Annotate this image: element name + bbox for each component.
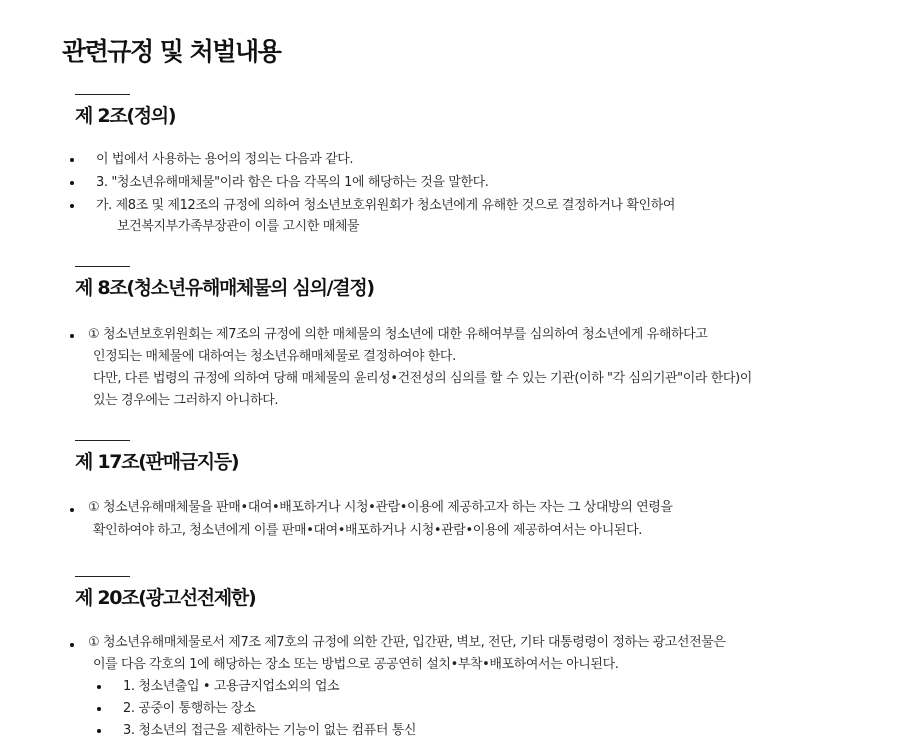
item-text-continued: 다만, 다른 법령의 규정에 의하여 당해 매체물의 윤리성•건전성의 심의를 할 수 있는 기관(이하 "각 심의기관"이라 한다)이 bbox=[93, 371, 752, 386]
page-title: 관련규정 및 처벌내용 bbox=[62, 37, 281, 66]
section-divider bbox=[75, 440, 130, 441]
bullet-icon bbox=[97, 729, 101, 733]
bullet-icon bbox=[97, 707, 101, 711]
bullet-icon bbox=[70, 508, 74, 512]
item-text: 가. 제8조 및 제12조의 규정에 의하여 청소년보호위원회가 청소년에게 유해한 것으로 결정하거나 확인하여 bbox=[96, 198, 676, 213]
article-title: 제 2조(정의) bbox=[75, 105, 176, 127]
item-text: 3. "청소년유해매체물"이라 함은 다음 각목의 1에 해당하는 것을 말한다. bbox=[96, 175, 489, 190]
item-text: ① 청소년유해매체물을 판매•대여•배포하거나 시청•관람•이용에 제공하고자 하는 자는 그 상대방의 연령을 bbox=[88, 500, 673, 515]
item-text-continued: 보건복지부가족부장관이 이를 고시한 매체물 bbox=[117, 219, 360, 234]
item-text-continued: 확인하여야 하고, 청소년에게 이를 판매•대여•배포하거나 시청•관람•이용에 제공하여서는 아니된다. bbox=[93, 523, 642, 538]
section-divider bbox=[75, 266, 130, 267]
section-divider bbox=[75, 576, 130, 577]
item-text-continued: 인정되는 매체물에 대하여는 청소년유해매체물로 결정하여야 한다. bbox=[93, 349, 456, 364]
bullet-icon bbox=[70, 204, 74, 208]
item-text: ① 청소년유해매체물로서 제7조 제7호의 규정에 의한 간판, 입간판, 벽보, 전단, 기타 대통령령이 정하는 광고선전물은 bbox=[88, 635, 726, 650]
sub-item-text: 1. 청소년출입 • 고용금지업소외의 업소 bbox=[123, 679, 340, 694]
item-text-continued: 있는 경우에는 그러하지 아니하다. bbox=[93, 393, 279, 408]
bullet-icon bbox=[70, 181, 74, 185]
bullet-icon bbox=[70, 334, 74, 338]
article-title: 제 17조(판매금지등) bbox=[75, 451, 239, 473]
bullet-icon bbox=[70, 158, 74, 162]
item-text: ① 청소년보호위원회는 제7조의 규정에 의한 매체물의 청소년에 대한 유해여부를 심의하여 청소년에게 유해하다고 bbox=[88, 327, 708, 342]
section-divider bbox=[75, 94, 130, 95]
article-title: 제 20조(광고선전제한) bbox=[75, 587, 256, 609]
item-text-continued: 이를 다음 각호의 1에 해당하는 장소 또는 방법으로 공공연히 설치•부착•배포하여서는 아니된다. bbox=[93, 657, 619, 672]
sub-item-text: 3. 청소년의 접근을 제한하는 기능이 없는 컴퓨터 통신 bbox=[123, 723, 417, 738]
bullet-icon bbox=[97, 685, 101, 689]
bullet-icon bbox=[70, 643, 74, 647]
sub-item-text: 2. 공중이 통행하는 장소 bbox=[123, 701, 256, 716]
article-title: 제 8조(청소년유해매체물의 심의/결정) bbox=[75, 277, 374, 299]
item-text: 이 법에서 사용하는 용어의 정의는 다음과 같다. bbox=[96, 152, 354, 167]
